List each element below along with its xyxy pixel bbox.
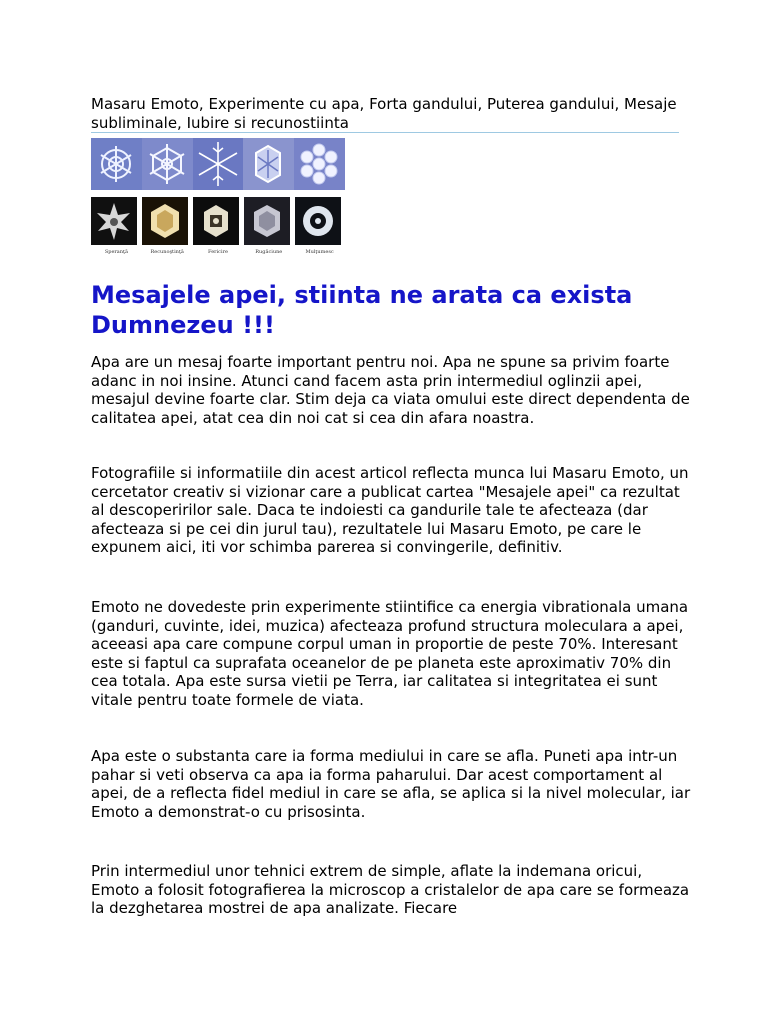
crystal-image (142, 138, 193, 190)
crystal-image (91, 138, 142, 190)
water-crystals-figure (91, 138, 345, 262)
snowflake-strip (91, 138, 345, 190)
crystal-photo (91, 197, 137, 245)
crystal-photo (142, 197, 188, 245)
crystal-caption: Recunoştinţă (150, 249, 184, 255)
crystal-caption: Speranţă (104, 249, 128, 255)
header-divider (91, 132, 679, 133)
paragraph: Fotografiile si informatiile din acest articol reflecta munca lui Masaru Emoto, un cercetator creativ si vizionar care a publicat cartea "Mesajele apei" ca rezultat al descoperirilor sale. Daca te indoiesti ca gandurile tale te afecteaza (dar afecteaza si pe cei din jurul tau), rezultatele lui Masaru Emoto, pe care le expunem aici, iti vor schimba parerea si convingerile, definitiv. (91, 464, 689, 556)
article-header: Masaru Emoto, Experimente cu apa, Forta gandului, Puterea gandului, Mesaje subliminale, Iubire si recunostiinta (91, 95, 677, 132)
crystal-captions (91, 249, 345, 255)
crystal-image (193, 138, 244, 190)
crystal-caption: Rugăciune (255, 249, 283, 255)
crystal-caption: Fericire (208, 249, 228, 255)
crystal-photo (295, 197, 341, 245)
paragraph: Apa are un mesaj foarte important pentru noi. Apa ne spune sa privim foarte adanc in noi insine. Atunci cand facem asta prin intermediul oglinzii apei, mesajul devine foarte clar. Stim deja ca viata omului este direct dependenta de calitatea apei, atat cea din noi cat si cea din afara noastra. (91, 353, 690, 427)
crystal-photo-row (91, 197, 345, 252)
paragraph: Apa este o substanta care ia forma mediului in care se afla. Puneti apa intr-un pahar si veti observa ca apa ia forma paharului. Dar acest comportament al apei, de a reflecta fidel mediul in care se afla, se aplica si la nivel molecular, iar Emoto a demonstrat-o cu prisosinta. (91, 747, 691, 821)
article-title: Mesajele apei, stiinta ne arata ca exista Dumnezeu !!! (91, 281, 633, 339)
crystal-photo (244, 197, 290, 245)
crystal-image (294, 138, 345, 190)
crystal-photo (193, 197, 239, 245)
crystal-image (243, 138, 294, 190)
crystal-caption: Mulţumesc (305, 249, 334, 255)
paragraph: Prin intermediul unor tehnici extrem de simple, aflate la indemana oricui, Emoto a folosit fotografierea la microscop a cristalelor de apa care se formeaza la dezghetarea mostrei de apa analizate. Fiecare (91, 862, 690, 917)
paragraph: Emoto ne dovedeste prin experimente stiintifice ca energia vibrationala umana (ganduri, cuvinte, idei, muzica) afecteaza profund structura moleculara a apei, aceeasi apa care compune corpul uman in proportie de peste 70%. Interesant este si faptul ca suprafata oceanelor de pe planeta este aproximativ 70% din cea totala. Apa este sursa vietii pe Terra, iar calitatea si integritatea ei sunt vitale pentru toate formele de viata. (91, 598, 689, 709)
